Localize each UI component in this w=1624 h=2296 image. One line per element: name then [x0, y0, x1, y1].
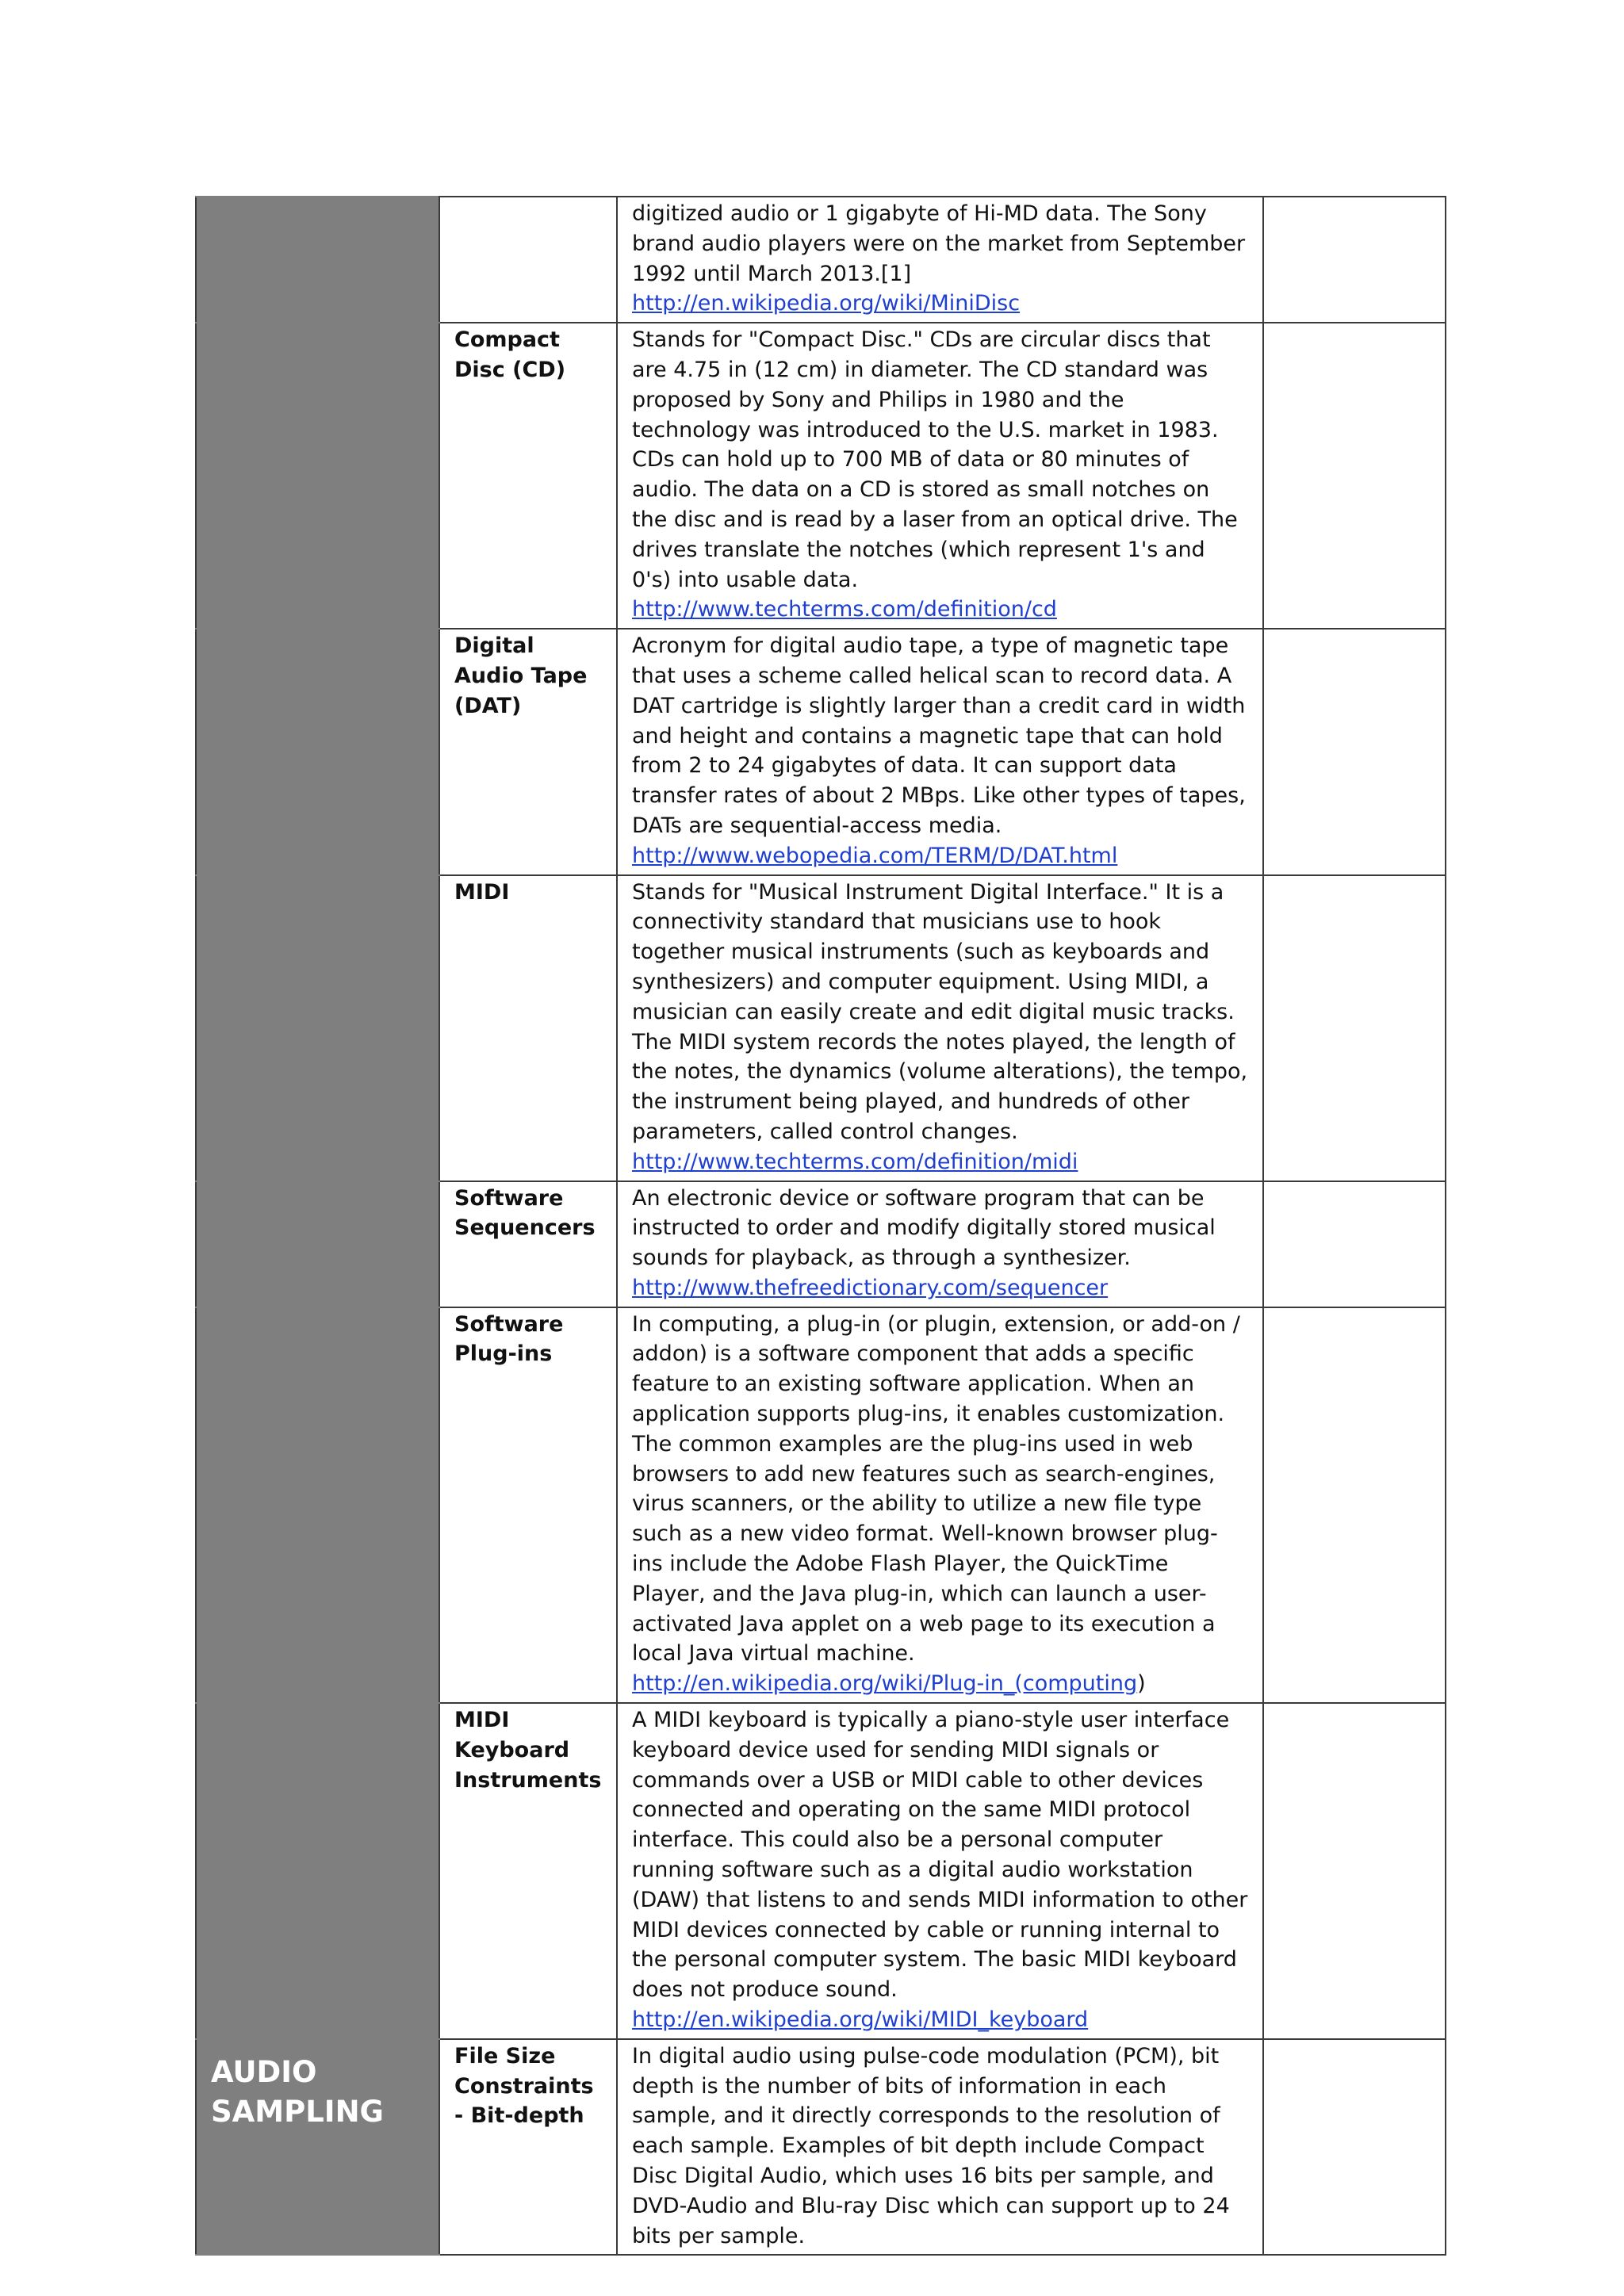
category-cell	[196, 1703, 439, 2039]
reference-link[interactable]: http://en.wikipedia.org/wiki/Plug-in_(computing	[632, 1671, 1138, 1697]
reference-link[interactable]: http://en.wikipedia.org/wiki/MIDI_keyboard	[632, 2007, 1089, 2033]
table-row	[196, 323, 1446, 629]
category-label: AUDIO SAMPLING	[211, 2054, 384, 2129]
term-label: File Size Constraints - Bit-depth	[454, 2043, 594, 2129]
reference-link[interactable]: http://en.wikipedia.org/wiki/MiniDisc	[632, 291, 1021, 316]
description-text: In digital audio using pulse-code modulation (PCM), bit depth is the number of bits of information in each sample, and it directly corresponds to the resolution of each sample. Examples of bit depth include Compact Disc Digital Audio, which uses 16 bits per sample, and DVD-Audio and Blu-ray Disc which can support up to 24 bits per sample.	[632, 2043, 1230, 2248]
table-row	[196, 1181, 1446, 1307]
category-cell	[196, 2039, 439, 2256]
term-cell	[439, 197, 617, 323]
category-cell	[196, 1307, 439, 1703]
term-cell	[439, 1307, 617, 1703]
table-row	[196, 2039, 1446, 2256]
description-text: In computing, a plug-in (or plugin, extension, or add-on / addon) is a software component that adds a specific feature to an existing software application. When an application supports plug-ins, it enables customization. The common examples are the plug-ins used in web browsers to add new features such as search-engines, virus scanners, or the ability to utilize a new file type such as a new video format. Well-known browser plug-ins include the Adobe Flash Player, the QuickTime Player, and the Java plug-in, which can launch a user-activated Java applet on a web page to its execution a local Java virtual machine.	[632, 1311, 1240, 1667]
category-cell	[196, 629, 439, 874]
reference-link[interactable]: http://www.thefreedictionary.com/sequencer	[632, 1275, 1109, 1300]
notes-cell	[1263, 2039, 1446, 2256]
description-cell	[617, 875, 1263, 1181]
link-suffix: )	[1137, 1671, 1146, 1697]
description-text: An electronic device or software program that can be instructed to order and modify digitally stored musical sounds for playback, as through a synthesizer.	[632, 1185, 1216, 1271]
reference-link[interactable]: http://www.techterms.com/definition/cd	[632, 597, 1057, 622]
table-row	[196, 1703, 1446, 2039]
category-cell	[196, 1181, 439, 1307]
notes-cell	[1263, 1703, 1446, 2039]
notes-cell	[1263, 1181, 1446, 1307]
table-row	[196, 629, 1446, 874]
category-cell	[196, 323, 439, 629]
notes-cell	[1263, 1307, 1446, 1703]
table-row	[196, 875, 1446, 1181]
description-cell	[617, 1703, 1263, 2039]
glossary-table	[195, 196, 1446, 2256]
term-label: Software Plug-ins	[454, 1311, 564, 1367]
description-text: digitized audio or 1 gigabyte of Hi-MD data. The Sony brand audio players were on the market from September 1992 until March 2013.[1]	[632, 201, 1246, 286]
description-text: Stands for "Musical Instrument Digital Interface." It is a connectivity standard that musicians use to hook together musical instruments (such as keyboards and synthesizers) and computer equipment. Using MIDI, a musician can easily create and edit digital music tracks. The MIDI system records the notes played, the length of the notes, the dynamics (volume alterations), the tempo, the instrument being played, and hundreds of other parameters, called control changes.	[632, 879, 1248, 1144]
term-cell	[439, 2039, 617, 2256]
notes-cell	[1263, 197, 1446, 323]
term-label: Compact Disc (CD)	[454, 327, 566, 382]
description-cell	[617, 2039, 1263, 2256]
description-text: Stands for "Compact Disc." CDs are circular discs that are 4.75 in (12 cm) in diameter. The CD standard was proposed by Sony and Philips in 1980 and the technology was introduced to the U.S. market in 1983. CDs can hold up to 700 MB of data or 80 minutes of audio. The data on a CD is stored as small notches on the disc and is read by a laser from an optical drive. The drives translate the notches (which represent 1's and 0's) into usable data.	[632, 327, 1238, 592]
description-text: A MIDI keyboard is typically a piano-style user interface keyboard device used for sending MIDI signals or commands over a USB or MIDI cable to other devices connected and operating on the same MIDI protocol interface. This could also be a personal computer running software such as a digital audio workstation (DAW) that listens to and sends MIDI information to other MIDI devices connected by cable or running internal to the personal computer system. The basic MIDI keyboard does not produce sound.	[632, 1708, 1248, 2003]
category-cell	[196, 875, 439, 1181]
description-cell	[617, 629, 1263, 874]
description-cell	[617, 323, 1263, 629]
term-label: Software Sequencers	[454, 1185, 596, 1241]
term-cell	[439, 875, 617, 1181]
notes-cell	[1263, 875, 1446, 1181]
description-cell	[617, 197, 1263, 323]
term-label: MIDI	[454, 879, 510, 905]
table-row	[196, 1307, 1446, 1703]
term-cell	[439, 1181, 617, 1307]
term-label: Digital Audio Tape (DAT)	[454, 633, 588, 718]
term-cell	[439, 323, 617, 629]
description-text: Acronym for digital audio tape, a type of magnetic tape that uses a scheme called helical scan to record data. A DAT cartridge is slightly larger than a credit card in width and height and contains a magnetic tape that can hold from 2 to 24 gigabytes of data. It can support data transfer rates of about 2 MBps. Like other types of tapes, DATs are sequential-access media.	[632, 633, 1246, 838]
term-cell	[439, 629, 617, 874]
reference-link[interactable]: http://www.webopedia.com/TERM/D/DAT.html	[632, 843, 1118, 868]
description-cell	[617, 1181, 1263, 1307]
description-cell	[617, 1307, 1263, 1703]
term-cell	[439, 1703, 617, 2039]
category-cell	[196, 197, 439, 323]
reference-link[interactable]: http://www.techterms.com/definition/midi	[632, 1149, 1078, 1174]
notes-cell	[1263, 629, 1446, 874]
notes-cell	[1263, 323, 1446, 629]
table-row	[196, 197, 1446, 323]
term-label: MIDI Keyboard Instruments	[454, 1708, 602, 1793]
